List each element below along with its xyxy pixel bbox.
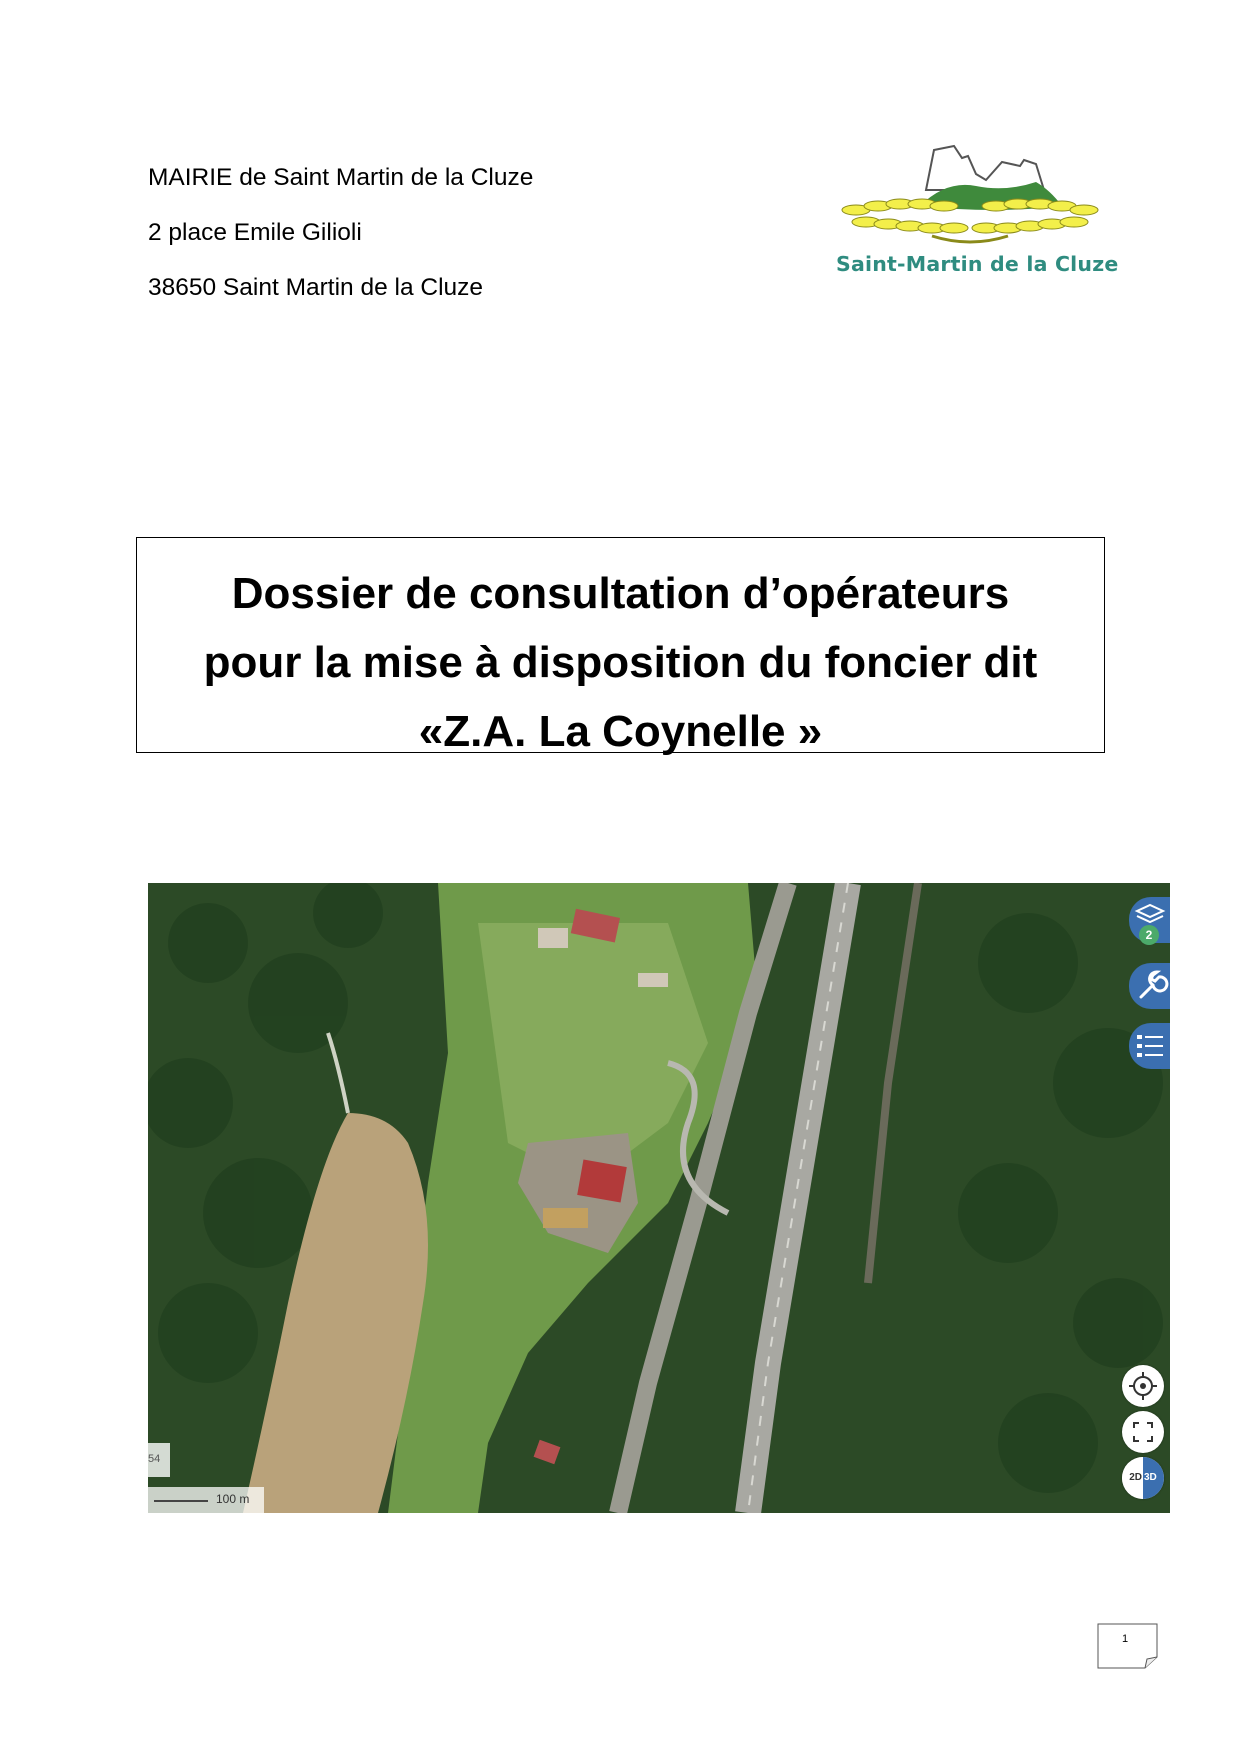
legend-list-icon — [1129, 1023, 1170, 1069]
page-number: 1 — [1121, 1633, 1129, 1645]
address-line-street: 2 place Emile Gilioli — [148, 219, 362, 246]
address-line-city: 38650 Saint Martin de la Cluze — [148, 274, 484, 301]
address-line-name: MAIRIE de Saint Martin de la Cluze — [148, 164, 534, 191]
coordinate-readout — [148, 1443, 170, 1477]
tools-button[interactable] — [1129, 963, 1170, 1009]
locate-button[interactable] — [1122, 1365, 1164, 1407]
document-title-box — [136, 537, 1105, 756]
logo-caption: Saint-Martin de la Cluze — [836, 252, 1119, 276]
mairie-address — [148, 150, 533, 315]
locate-icon — [1122, 1365, 1164, 1407]
page-fold-icon — [1097, 1623, 1159, 1669]
view-2d-label[interactable]: 2D — [1122, 1457, 1143, 1499]
layers-count-badge: 2 — [1139, 925, 1159, 945]
scale-bar — [154, 1500, 208, 1502]
commune-logo — [836, 140, 1119, 288]
title-line-3: «Z.A. La Coynelle » — [418, 707, 823, 756]
wrench-icon — [1129, 963, 1170, 1009]
scale-label: 100 m — [216, 1492, 250, 1506]
layers-button[interactable] — [1129, 897, 1170, 943]
aerial-map[interactable] — [148, 883, 1170, 1513]
legend-button[interactable] — [1129, 1023, 1170, 1069]
fullscreen-icon — [1122, 1411, 1164, 1453]
page-number-box — [1097, 1623, 1159, 1669]
view-3d-label[interactable]: 3D — [1143, 1457, 1164, 1499]
map-scale — [148, 1487, 264, 1513]
title-line-2: pour la mise à disposition du foncier dit — [203, 638, 1038, 687]
title-line-1: Dossier de consultation d’opérateurs — [231, 569, 1010, 618]
aerial-photo — [148, 883, 1170, 1513]
view-toggle-2d-3d[interactable] — [1122, 1457, 1164, 1499]
mountain-wheat-emblem — [836, 140, 1104, 252]
coordinate-text: 54 — [148, 1453, 161, 1465]
fullscreen-button[interactable] — [1122, 1411, 1164, 1453]
